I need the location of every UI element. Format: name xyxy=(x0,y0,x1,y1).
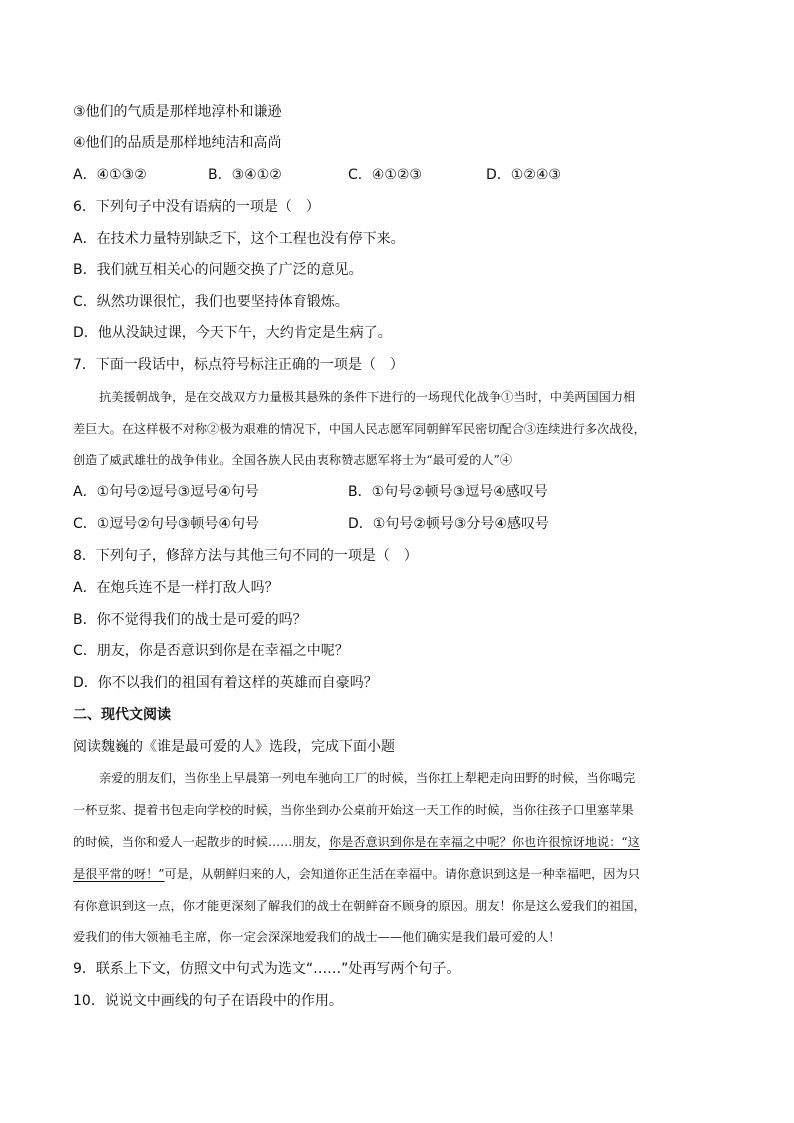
reading-passage-line-5: 有你意识到这一点，你才能更深刻了解我们的战士在朝鲜奋不顾身的原因。朋友！你是这么爱我们的祖国， xyxy=(73,899,646,913)
q6-option-a: A．在技术力量特别缺乏下，这个工程也没有停下来。 xyxy=(73,231,405,247)
reading-passage-line-3 xyxy=(73,832,725,852)
q8-option-b: B．你不觉得我们的战士是可爱的吗？ xyxy=(73,612,307,628)
passage-plain-text: 可是，从朝鲜归来的人，会知道你正生活在幸福中。请你意识到这是一种幸福吧，因为只 xyxy=(164,867,640,881)
q5-option-d: D．①②④③ xyxy=(486,167,561,183)
q10-stem: 10．说说文中画线的句子在语段中的作用。 xyxy=(73,993,343,1009)
q7-option-d: D．①句号②顿号③分号④感叹号 xyxy=(348,516,549,532)
q5-option-b: B．③④①② xyxy=(208,167,282,183)
q8-option-c: C．朋友，你是否意识到你是在幸福之中呢？ xyxy=(73,643,349,659)
q6-option-b: B．我们就互相关心的问题交换了广泛的意见。 xyxy=(73,262,363,278)
q9-stem: 9．联系上下文，仿照文中句式为选文“……”处再写两个句子。 xyxy=(73,961,461,977)
q7-stem: 7．下面一段话中，标点符号标注正确的一项是（ ） xyxy=(73,357,404,373)
q7-passage-line-3: 创造了威武雄壮的战争伟业。全国各族人民由衷称赞志愿军将士为“最可爱的人”④ xyxy=(73,453,513,467)
reading-passage-line-6: 爱我们的伟大领袖毛主席，你一定会深深地爱我们的战士——他们确实是我们最可爱的人！ xyxy=(73,930,561,944)
reading-passage-line-4 xyxy=(73,864,725,884)
q5-option-c: C．④①②③ xyxy=(348,167,422,183)
q7-option-a: A．①句号②逗号③逗号④句号 xyxy=(73,484,259,500)
q5-item-3: ③他们的气质是那样地淳朴和谦逊 xyxy=(73,104,282,120)
section-title: 二、现代文阅读 xyxy=(73,707,171,723)
q5-item-4: ④他们的品质是那样地纯洁和高尚 xyxy=(73,135,282,151)
q8-stem: 8．下列句子，修辞方法与其他三句不同的一项是（ ） xyxy=(73,548,418,564)
reading-passage-line-2: 一杯豆浆、提着书包走向学校的时候，当你坐到办公桌前开始这一天工作的时候，当你往孩子口里塞苹果 xyxy=(73,803,634,817)
q6-option-c: C．纵然功课很忙，我们也要坚持体育锻炼。 xyxy=(73,294,349,310)
q7-passage-line-2: 差巨大。在这样极不对称②极为艰难的情况下，中国人民志愿军同朝鲜军民密切配合③连续进行多次战役， xyxy=(73,422,646,436)
q8-option-a: A．在炮兵连不是一样打敌人吗？ xyxy=(73,580,279,596)
reading-passage-line-1: 亲爱的朋友们，当你坐上早晨第一列电车驰向工厂的时候，当你扛上犁耙走向田野的时候，当你喝完 xyxy=(99,771,636,785)
q8-option-d: D．你不以我们的祖国有着这样的英雄而自豪吗？ xyxy=(73,675,378,691)
q7-option-b: B．①句号②顿号③逗号④感叹号 xyxy=(348,484,548,500)
q6-option-d: D．他从没缺过课，今天下午，大约肯定是生病了。 xyxy=(73,325,392,341)
reading-intro: 阅读魏巍的《谁是最可爱的人》选段，完成下面小题 xyxy=(73,739,395,755)
passage-plain-text: 的时候，当你和爱人一起散步的时候……朋友， xyxy=(73,835,329,849)
q7-option-c: C．①逗号②句号③顿号④句号 xyxy=(73,516,259,532)
q5-option-a: A．④①③② xyxy=(73,167,147,183)
q7-passage-line-1: 抗美援朝战争，是在交战双方力量极其悬殊的条件下进行的一场现代化战争①当时，中美两国国力相 xyxy=(99,390,636,404)
q6-stem: 6．下列句子中没有语病的一项是（ ） xyxy=(73,199,320,215)
underlined-sentence: 你是否意识到你是在幸福之中呢？你也许很惊讶地说：“这 xyxy=(328,835,640,849)
underlined-sentence-end: 是很平常的呀！” xyxy=(73,867,165,881)
